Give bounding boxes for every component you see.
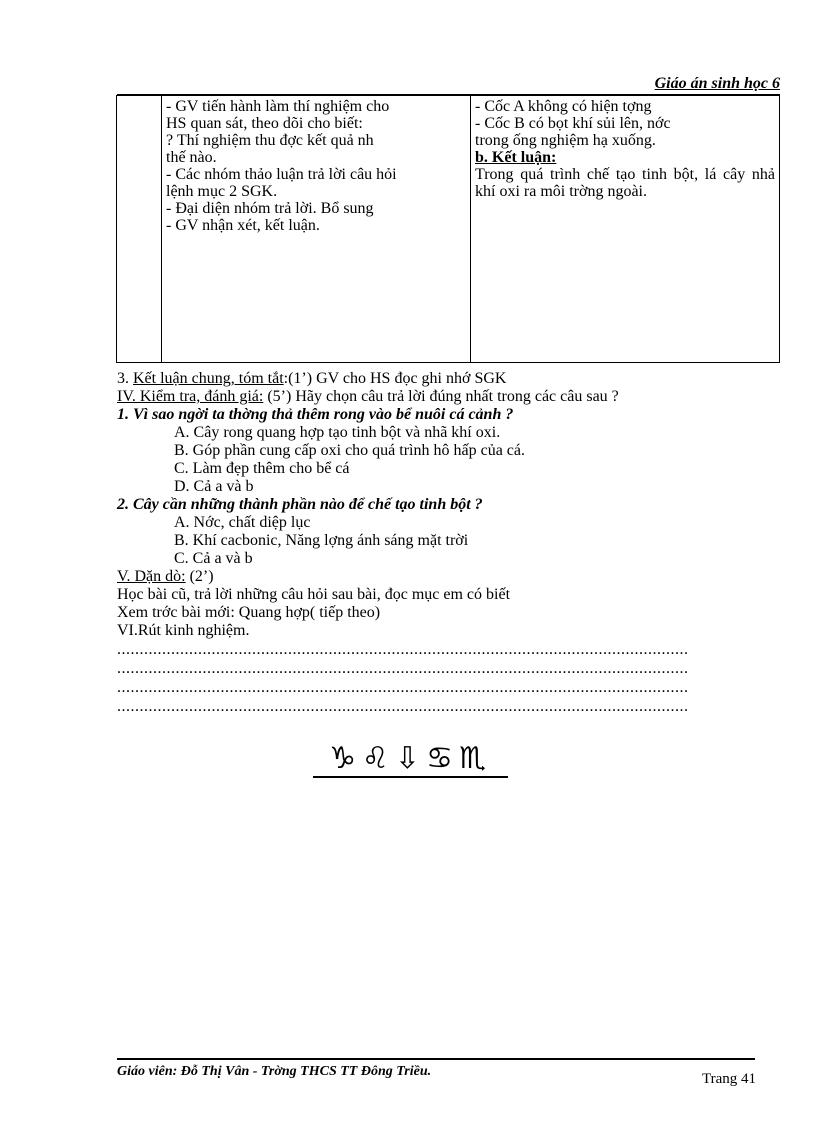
homework-line: Xem trớc bài mới: Quang hợp( tiếp theo) [117,604,381,621]
question-2-option: C. Cả a và b [174,550,253,567]
question-1-option: B. Góp phần cung cấp oxi cho quá trình hô hấp của cá. [174,442,526,459]
header-title: Giáo án sinh học 6 [654,75,780,92]
section-3-label: 3. [117,370,133,387]
result-line: - Cốc A không có hiện tợng [475,98,652,115]
section-6-title: VI.Rút kinh nghiệm. [117,622,250,639]
dotted-line: ............................................................................................................................... [117,641,689,658]
page-number: Trang 41 [701,1071,756,1087]
dotted-line: ............................................................................................................................... [117,660,689,677]
homework-line: Học bài cũ, trả lời những câu hỏi sau bài, đọc mục em có biết [117,586,511,603]
section-5-title: V. Dặn dò: [117,568,186,585]
question-1-option: C. Làm đẹp thêm cho bể cá [174,460,350,477]
result-cell [471,96,780,363]
section-4-title: IV. Kiểm tra, đánh giá: [117,388,264,405]
teacher-activity-cell [162,96,471,363]
teacher-line: HS quan sát, theo dõi cho biết: [166,115,363,132]
teacher-line: - GV nhận xét, kết luận. [166,217,320,234]
section-3-text: :(1’) GV cho HS đọc ghi nhớ SGK [283,370,507,387]
footer-teacher: Giáo viên: Đỗ Thị Vân - Trờng THCS TT Đông Triều. [117,1064,432,1079]
section-4-text: (5’) Hãy chọn câu trả lời đúng nhất trong các câu sau ? [263,388,619,405]
question-2: 2. Cây cần những thành phần nào để chế tạo tinh bột ? [117,496,483,513]
ornament-divider: ♑♌⇩♋♏ [313,742,508,778]
section-5-text: (2’) [185,568,214,585]
question-1-option: A. Cây rong quang hợp tạo tinh bột và nhã khí oxi. [174,424,501,441]
question-2-option: A. Nớc, chất diệp lục [174,514,311,531]
footer-divider [117,1058,755,1060]
conclusion-text: Trong quá trình chế tạo tinh bột, lá cây nhả khí oxi ra môi trờng ngoài. [475,166,775,200]
result-line: - Cốc B có bọt khí sủi lên, nớc [475,115,671,132]
lesson-table [116,95,780,363]
section-3 [117,370,781,388]
teacher-line: lệnh mục 2 SGK. [166,183,278,200]
teacher-line: - Đại diện nhóm trả lời. Bổ sung [166,200,374,217]
section-3-title: Kết luận chung, tóm tắt [133,370,284,387]
section-4 [117,388,781,406]
teacher-line: thế nào. [166,149,217,166]
teacher-line: - Các nhóm thảo luận trả lời câu hỏi [166,166,397,183]
question-1: 1. Vì sao ngời ta thờng thả thêm rong vào bể nuôi cá cảnh ? [117,406,514,423]
lesson-body [117,370,781,716]
conclusion-heading: b. Kết luận: [475,149,557,166]
question-2-option: B. Khí cacbonic, Năng lợng ánh sáng mặt trời [174,532,469,549]
section-5 [117,568,781,586]
teacher-line: - GV tiến hành làm thí nghiệm cho [166,98,390,115]
teacher-line: ? Thí nghiệm thu đợc kết quả nh [166,132,374,149]
result-line: trong ống nghiệm hạ xuống. [475,132,656,149]
dotted-line: ............................................................................................................................... [117,698,689,715]
question-1-option: D. Cả a và b [174,478,254,495]
table-empty-cell [117,96,162,363]
dotted-line: ............................................................................................................................... [117,679,689,696]
